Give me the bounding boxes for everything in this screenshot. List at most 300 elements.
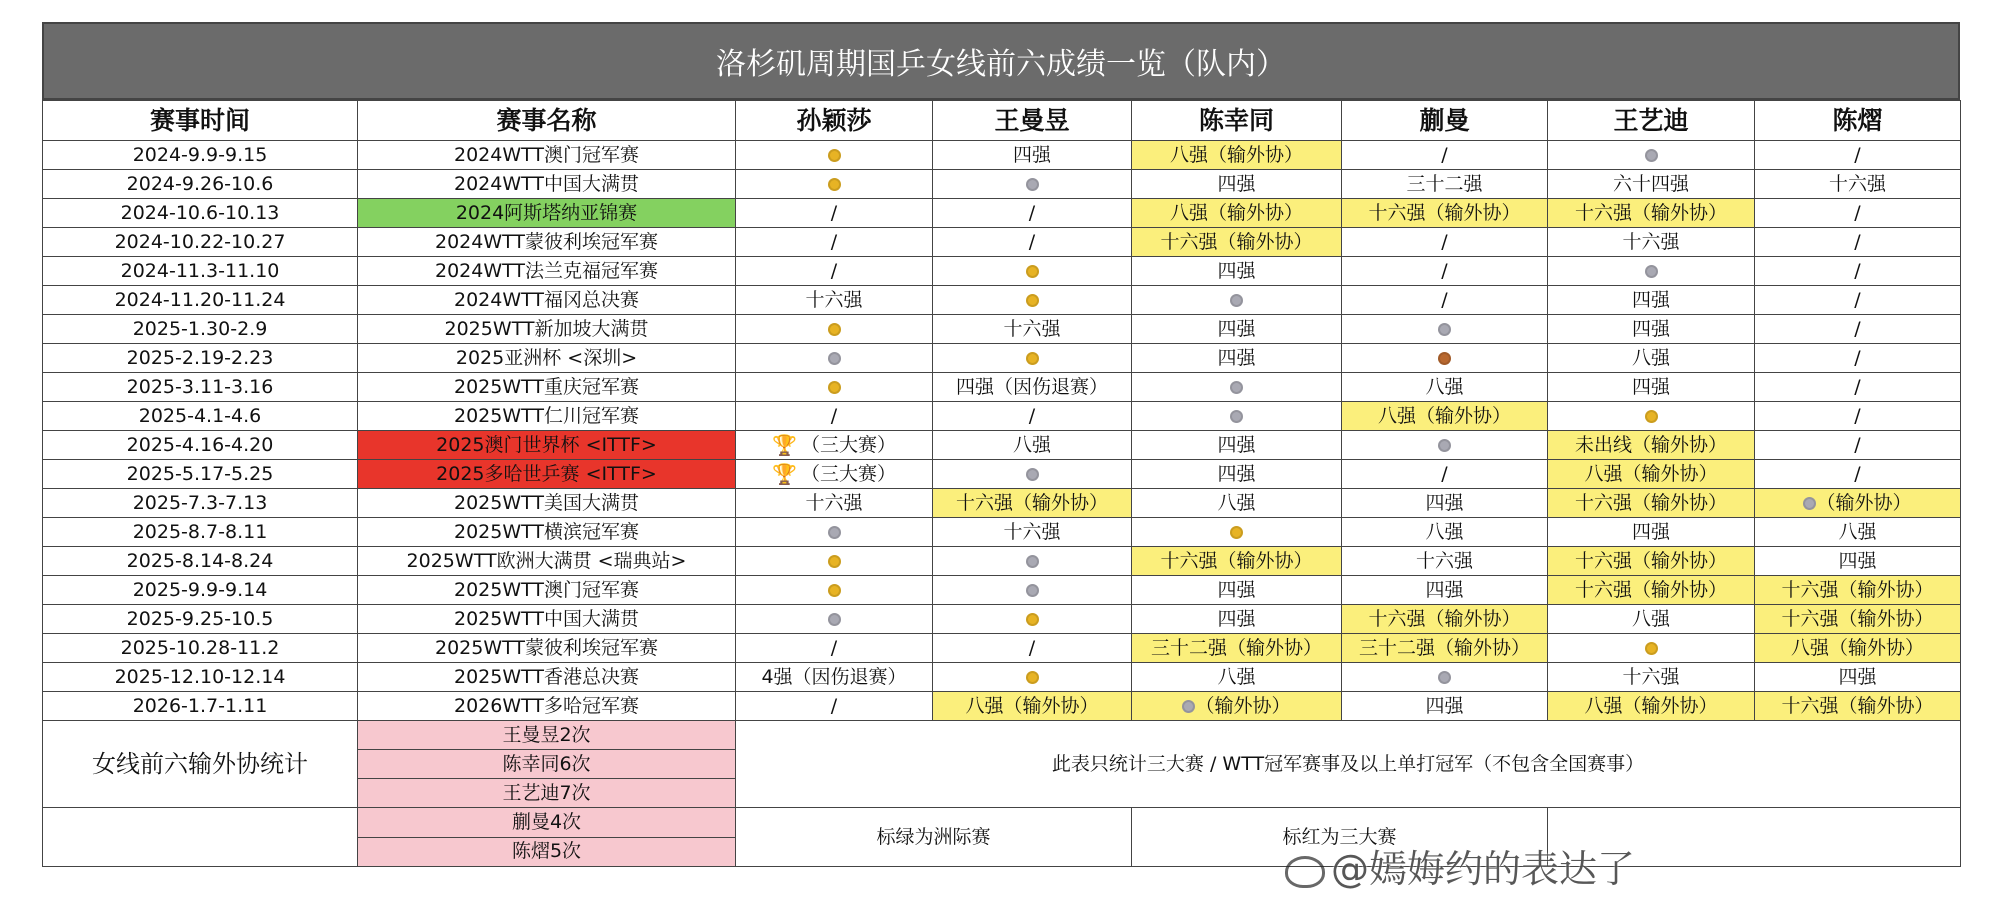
event-name: 2025亚洲杯 <深圳>	[358, 344, 736, 373]
result-cell	[1342, 199, 1548, 228]
result-cell	[1755, 286, 1961, 315]
result-text: /	[1028, 201, 1036, 224]
result-cell	[736, 460, 933, 489]
event-date: 2025-10.28-11.2	[43, 634, 358, 663]
result-text: 十六强（输外协）	[955, 491, 1108, 514]
result-cell	[1342, 460, 1548, 489]
gold-medal-icon	[1026, 613, 1039, 626]
result-cell	[1548, 315, 1755, 344]
result-text: （输外协）	[1195, 694, 1291, 717]
result-text: 八强	[1631, 346, 1670, 369]
event-date: 2025-9.9-9.14	[43, 576, 358, 605]
event-date: 2025-3.11-3.16	[43, 373, 358, 402]
result-text: 十六强（输外协）	[1368, 607, 1521, 630]
result-text: 十六强（输外协）	[1160, 549, 1313, 572]
result-cell	[1548, 373, 1755, 402]
result-cell	[1132, 402, 1342, 431]
result-cell	[1548, 460, 1755, 489]
header-player-5: 王艺迪	[1548, 101, 1755, 141]
event-date: 2025-2.19-2.23	[43, 344, 358, 373]
gold-medal-icon	[1645, 410, 1658, 423]
silver-medal-icon	[1438, 439, 1451, 452]
result-text: 八强（输外协）	[1790, 636, 1924, 659]
event-date: 2025-4.16-4.20	[43, 431, 358, 460]
result-text: 八强	[1012, 433, 1051, 456]
result-text: 4强（因伤退赛）	[761, 665, 907, 688]
event-name: 2026WTT多哈冠军赛	[358, 692, 736, 721]
event-date: 2025-5.17-5.25	[43, 460, 358, 489]
result-text: 十六强（输外协）	[1574, 549, 1727, 572]
result-text: 四强	[1425, 694, 1464, 717]
result-text: 四强	[1217, 578, 1256, 601]
result-text: /	[830, 259, 838, 282]
silver-medal-icon	[1182, 700, 1195, 713]
gold-medal-icon	[1026, 352, 1039, 365]
stats-item: 蒯曼4次	[358, 808, 736, 838]
event-name: 2025WTT蒙彼利埃冠军赛	[358, 634, 736, 663]
result-text: 十六强	[1622, 665, 1680, 688]
result-text: /	[830, 636, 838, 659]
result-text: 十六强（输外协）	[1160, 230, 1313, 253]
result-text: /	[1854, 230, 1861, 253]
result-cell	[1342, 286, 1548, 315]
table-row	[43, 663, 1961, 692]
result-cell	[1342, 605, 1548, 634]
result-cell	[736, 257, 933, 286]
result-text: 十六强（输外协）	[1574, 491, 1727, 514]
result-text: （三大赛）	[800, 433, 896, 456]
header-player-4: 蒯曼	[1342, 101, 1548, 141]
header-player-6: 陈熠	[1755, 101, 1961, 141]
result-cell	[1548, 257, 1755, 286]
result-cell	[1755, 431, 1961, 460]
table-row	[43, 576, 1961, 605]
result-cell	[1548, 228, 1755, 257]
result-text: /	[1441, 230, 1448, 253]
result-cell	[736, 170, 933, 199]
result-cell	[933, 663, 1132, 692]
event-name: 2025WTT香港总决赛	[358, 663, 736, 692]
result-text: /	[1441, 259, 1448, 282]
result-cell	[1132, 228, 1342, 257]
silver-medal-icon	[828, 352, 841, 365]
event-name: 2025WTT新加坡大满贯	[358, 315, 736, 344]
result-cell	[1132, 315, 1342, 344]
result-cell	[933, 344, 1132, 373]
result-cell	[1132, 431, 1342, 460]
event-name: 2025WTT美国大满贯	[358, 489, 736, 518]
result-text: 三十二强	[1406, 172, 1483, 195]
table-row	[43, 547, 1961, 576]
silver-medal-icon	[1026, 468, 1039, 481]
result-cell	[1342, 692, 1548, 721]
result-text: 十六强	[805, 288, 863, 311]
table-row	[43, 170, 1961, 199]
result-cell	[1755, 518, 1961, 547]
header-player-3: 陈幸同	[1132, 101, 1342, 141]
result-cell	[1548, 518, 1755, 547]
result-text: /	[830, 201, 838, 224]
event-name: 2024阿斯塔纳亚锦赛	[358, 199, 736, 228]
event-date: 2024-11.3-11.10	[43, 257, 358, 286]
result-cell	[1132, 199, 1342, 228]
result-cell	[933, 199, 1132, 228]
silver-medal-icon	[1026, 178, 1039, 191]
result-text: 十六强	[1003, 520, 1061, 543]
result-text: /	[1441, 143, 1448, 166]
result-cell	[736, 431, 933, 460]
result-text: 四强	[1217, 346, 1256, 369]
gold-medal-icon	[828, 149, 841, 162]
result-text: 十六强（输外协）	[1781, 607, 1934, 630]
event-name: 2025WTT重庆冠军赛	[358, 373, 736, 402]
silver-medal-icon	[1026, 584, 1039, 597]
result-cell	[933, 402, 1132, 431]
gold-medal-icon	[828, 178, 841, 191]
result-cell	[1755, 344, 1961, 373]
silver-medal-icon	[1438, 323, 1451, 336]
result-text: 八强（输外协）	[1169, 143, 1303, 166]
table-row	[43, 141, 1961, 170]
result-cell	[1342, 576, 1548, 605]
result-text: 十六强（输外协）	[1574, 578, 1727, 601]
result-text: 十六强（输外协）	[1781, 694, 1934, 717]
result-cell	[736, 692, 933, 721]
result-text: 四强	[1631, 520, 1670, 543]
result-text: 四强	[1217, 462, 1256, 485]
result-cell	[736, 315, 933, 344]
result-cell	[1548, 692, 1755, 721]
gold-medal-icon	[828, 323, 841, 336]
result-cell	[1548, 547, 1755, 576]
event-date: 2024-10.22-10.27	[43, 228, 358, 257]
result-cell	[1132, 663, 1342, 692]
result-cell	[1755, 199, 1961, 228]
result-text: /	[1441, 462, 1448, 485]
header-event: 赛事名称	[358, 101, 736, 141]
result-text: /	[1028, 230, 1036, 253]
stats-item: 陈幸同6次	[358, 750, 736, 779]
event-date: 2025-8.14-8.24	[43, 547, 358, 576]
stats-row	[43, 808, 1961, 838]
result-text: 八强（输外协）	[965, 694, 1099, 717]
gold-medal-icon	[1230, 526, 1243, 539]
result-cell	[1755, 692, 1961, 721]
result-cell	[933, 315, 1132, 344]
result-text: /	[1028, 404, 1036, 427]
result-cell	[1342, 431, 1548, 460]
result-text: 十六强（输外协）	[1781, 578, 1934, 601]
event-name: 2024WTT中国大满贯	[358, 170, 736, 199]
header-player-2: 王曼昱	[933, 101, 1132, 141]
header-row	[43, 101, 1961, 141]
event-name: 2025澳门世界杯 <ITTF>	[358, 431, 736, 460]
result-cell	[1548, 605, 1755, 634]
result-cell	[1755, 315, 1961, 344]
gold-medal-icon	[1026, 265, 1039, 278]
result-text: 三十二强（输外协）	[1358, 636, 1530, 659]
result-cell	[1755, 547, 1961, 576]
result-cell	[1342, 402, 1548, 431]
result-cell	[736, 547, 933, 576]
result-cell	[1132, 344, 1342, 373]
weibo-icon	[1285, 856, 1325, 888]
result-text: 四强	[1217, 317, 1256, 340]
event-date: 2025-9.25-10.5	[43, 605, 358, 634]
result-text: 八强	[1425, 520, 1464, 543]
result-cell	[1342, 373, 1548, 402]
silver-medal-icon	[1230, 381, 1243, 394]
result-text: 八强（输外协）	[1169, 201, 1303, 224]
result-text: 四强	[1012, 143, 1051, 166]
result-text: 四强	[1217, 259, 1256, 282]
event-date: 2024-11.20-11.24	[43, 286, 358, 315]
event-date: 2025-12.10-12.14	[43, 663, 358, 692]
gold-medal-icon	[828, 584, 841, 597]
result-text: 八强（输外协）	[1584, 462, 1718, 485]
result-cell	[1755, 605, 1961, 634]
table-row	[43, 199, 1961, 228]
result-cell	[1342, 489, 1548, 518]
silver-medal-icon	[1026, 555, 1039, 568]
result-cell	[933, 489, 1132, 518]
gold-medal-icon	[828, 555, 841, 568]
result-cell	[1548, 489, 1755, 518]
result-cell	[736, 373, 933, 402]
result-cell	[1132, 634, 1342, 663]
result-text: 四强	[1838, 549, 1877, 572]
result-cell	[1132, 373, 1342, 402]
result-text: 八强（输外协）	[1377, 404, 1511, 427]
result-cell	[933, 460, 1132, 489]
silver-medal-icon	[1803, 497, 1816, 510]
result-cell	[1755, 228, 1961, 257]
event-name: 2025WTT横滨冠军赛	[358, 518, 736, 547]
result-text: 四强	[1425, 491, 1464, 514]
result-text: 十六强	[805, 491, 863, 514]
event-name: 2025WTT澳门冠军赛	[358, 576, 736, 605]
result-text: 四强	[1631, 288, 1670, 311]
result-cell	[736, 228, 933, 257]
result-cell	[1342, 344, 1548, 373]
result-text: 六十四强	[1612, 172, 1689, 195]
results-table	[42, 100, 1961, 867]
table-row	[43, 315, 1961, 344]
result-text: /	[1854, 317, 1861, 340]
event-name: 2024WTT蒙彼利埃冠军赛	[358, 228, 736, 257]
event-name: 2024WTT法兰克福冠军赛	[358, 257, 736, 286]
table-row	[43, 402, 1961, 431]
result-text: 三十二强（输外协）	[1150, 636, 1322, 659]
table-row	[43, 286, 1961, 315]
result-cell	[933, 228, 1132, 257]
silver-medal-icon	[828, 613, 841, 626]
result-cell	[1548, 663, 1755, 692]
result-cell	[1755, 373, 1961, 402]
event-date: 2024-9.26-10.6	[43, 170, 358, 199]
legend-green: 标绿为洲际赛	[736, 808, 1132, 867]
result-cell	[1132, 141, 1342, 170]
event-date: 2025-4.1-4.6	[43, 402, 358, 431]
header-date: 赛事时间	[43, 101, 358, 141]
result-text: 十六强	[1622, 230, 1680, 253]
result-cell	[1755, 460, 1961, 489]
result-cell	[1755, 663, 1961, 692]
result-cell	[1548, 286, 1755, 315]
table-row	[43, 518, 1961, 547]
result-cell	[933, 547, 1132, 576]
result-cell	[933, 373, 1132, 402]
gold-medal-icon	[1026, 671, 1039, 684]
event-name: 2025WTT仁川冠军赛	[358, 402, 736, 431]
table-row	[43, 489, 1961, 518]
result-cell	[1548, 634, 1755, 663]
table-row	[43, 431, 1961, 460]
result-cell	[736, 286, 933, 315]
result-cell	[1548, 344, 1755, 373]
result-cell	[933, 692, 1132, 721]
result-cell	[1132, 692, 1342, 721]
result-text: （三大赛）	[800, 462, 896, 485]
event-date: 2025-1.30-2.9	[43, 315, 358, 344]
result-cell	[1132, 286, 1342, 315]
result-cell	[1548, 431, 1755, 460]
header-player-1: 孙颖莎	[736, 101, 933, 141]
result-text: /	[1854, 201, 1861, 224]
table-row	[43, 692, 1961, 721]
watermark-text: @嫣娒约的表达了	[1331, 847, 1636, 891]
weibo-watermark	[1285, 838, 1635, 893]
event-name: 2024WTT澳门冠军赛	[358, 141, 736, 170]
result-cell	[1755, 402, 1961, 431]
result-cell	[736, 518, 933, 547]
silver-medal-icon	[1230, 294, 1243, 307]
event-date: 2025-8.7-8.11	[43, 518, 358, 547]
result-text: 十六强（输外协）	[1574, 201, 1727, 224]
result-text: /	[1854, 259, 1861, 282]
result-cell	[1342, 141, 1548, 170]
event-date: 2025-7.3-7.13	[43, 489, 358, 518]
event-date: 2024-10.6-10.13	[43, 199, 358, 228]
result-cell	[1132, 547, 1342, 576]
result-cell	[1132, 576, 1342, 605]
result-text: /	[830, 404, 838, 427]
result-cell	[736, 576, 933, 605]
scope-note: 此表只统计三大赛 / WTT冠军赛事及以上单打冠军（不包含全国赛事）	[736, 721, 1961, 808]
silver-medal-icon	[1230, 410, 1243, 423]
result-cell	[1755, 170, 1961, 199]
event-name: 2025多哈世乒赛 <ITTF>	[358, 460, 736, 489]
result-cell	[1548, 141, 1755, 170]
table-row	[43, 605, 1961, 634]
silver-medal-icon	[1438, 671, 1451, 684]
result-text: 四强（因伤退赛）	[955, 375, 1108, 398]
result-cell	[1342, 547, 1548, 576]
result-text: /	[1854, 404, 1861, 427]
result-text: 四强	[1217, 607, 1256, 630]
result-cell	[1132, 170, 1342, 199]
result-cell	[1342, 518, 1548, 547]
result-cell	[736, 489, 933, 518]
result-text: 四强	[1631, 317, 1670, 340]
result-cell	[1342, 315, 1548, 344]
result-text: 四强	[1425, 578, 1464, 601]
event-name: 2025WTT欧洲大满贯 <瑞典站>	[358, 547, 736, 576]
result-cell	[933, 170, 1132, 199]
result-text: 四强	[1631, 375, 1670, 398]
result-cell	[1342, 170, 1548, 199]
result-text: /	[1854, 346, 1861, 369]
table-row	[43, 460, 1961, 489]
silver-medal-icon	[1645, 149, 1658, 162]
legend-red: 标红为三大赛	[1132, 808, 1548, 867]
trophy-icon: 🏆	[772, 461, 797, 486]
result-cell	[1755, 634, 1961, 663]
stats-item: 王曼昱2次	[358, 721, 736, 750]
result-text: /	[830, 694, 838, 717]
result-cell	[1132, 605, 1342, 634]
table-row	[43, 373, 1961, 402]
stats-item: 陈熠5次	[358, 837, 736, 867]
result-text: 四强	[1838, 665, 1877, 688]
result-cell	[933, 431, 1132, 460]
result-text: 八强	[1631, 607, 1670, 630]
result-text: 八强	[1217, 665, 1256, 688]
result-cell	[736, 344, 933, 373]
gold-medal-icon	[1026, 294, 1039, 307]
result-cell	[736, 141, 933, 170]
result-text: 未出线（输外协）	[1574, 433, 1727, 456]
result-text: 十六强	[1003, 317, 1061, 340]
result-text: 十六强	[1828, 172, 1886, 195]
result-cell	[1548, 576, 1755, 605]
result-cell	[933, 257, 1132, 286]
result-text: 四强	[1217, 172, 1256, 195]
result-text: /	[1854, 462, 1861, 485]
stats-label: 女线前六输外协统计	[43, 721, 358, 808]
result-text: /	[1854, 433, 1861, 456]
result-cell	[736, 634, 933, 663]
result-cell	[1132, 489, 1342, 518]
result-cell	[933, 141, 1132, 170]
result-cell	[1548, 199, 1755, 228]
result-text: /	[1854, 288, 1861, 311]
silver-medal-icon	[1645, 265, 1658, 278]
result-cell	[1755, 576, 1961, 605]
stats-label-cont	[43, 808, 358, 867]
sheet-title: 洛杉矶周期国乒女线前六成绩一览（队内）	[42, 22, 1960, 100]
trophy-icon: 🏆	[772, 432, 797, 457]
result-text: /	[1854, 143, 1861, 166]
gold-medal-icon	[1645, 642, 1658, 655]
result-text: 八强（输外协）	[1584, 694, 1718, 717]
event-date: 2026-1.7-1.11	[43, 692, 358, 721]
result-text: /	[830, 230, 838, 253]
result-cell	[1548, 402, 1755, 431]
result-cell	[736, 199, 933, 228]
stats-item: 王艺迪7次	[358, 779, 736, 808]
result-cell	[736, 402, 933, 431]
result-cell	[1342, 663, 1548, 692]
result-text: /	[1854, 375, 1861, 398]
result-text: 十六强	[1415, 549, 1473, 572]
result-cell	[736, 663, 933, 692]
result-text: /	[1028, 636, 1036, 659]
result-cell	[933, 634, 1132, 663]
result-text: /	[1441, 288, 1448, 311]
result-text: 八强	[1425, 375, 1464, 398]
bronze-medal-icon	[1438, 352, 1451, 365]
